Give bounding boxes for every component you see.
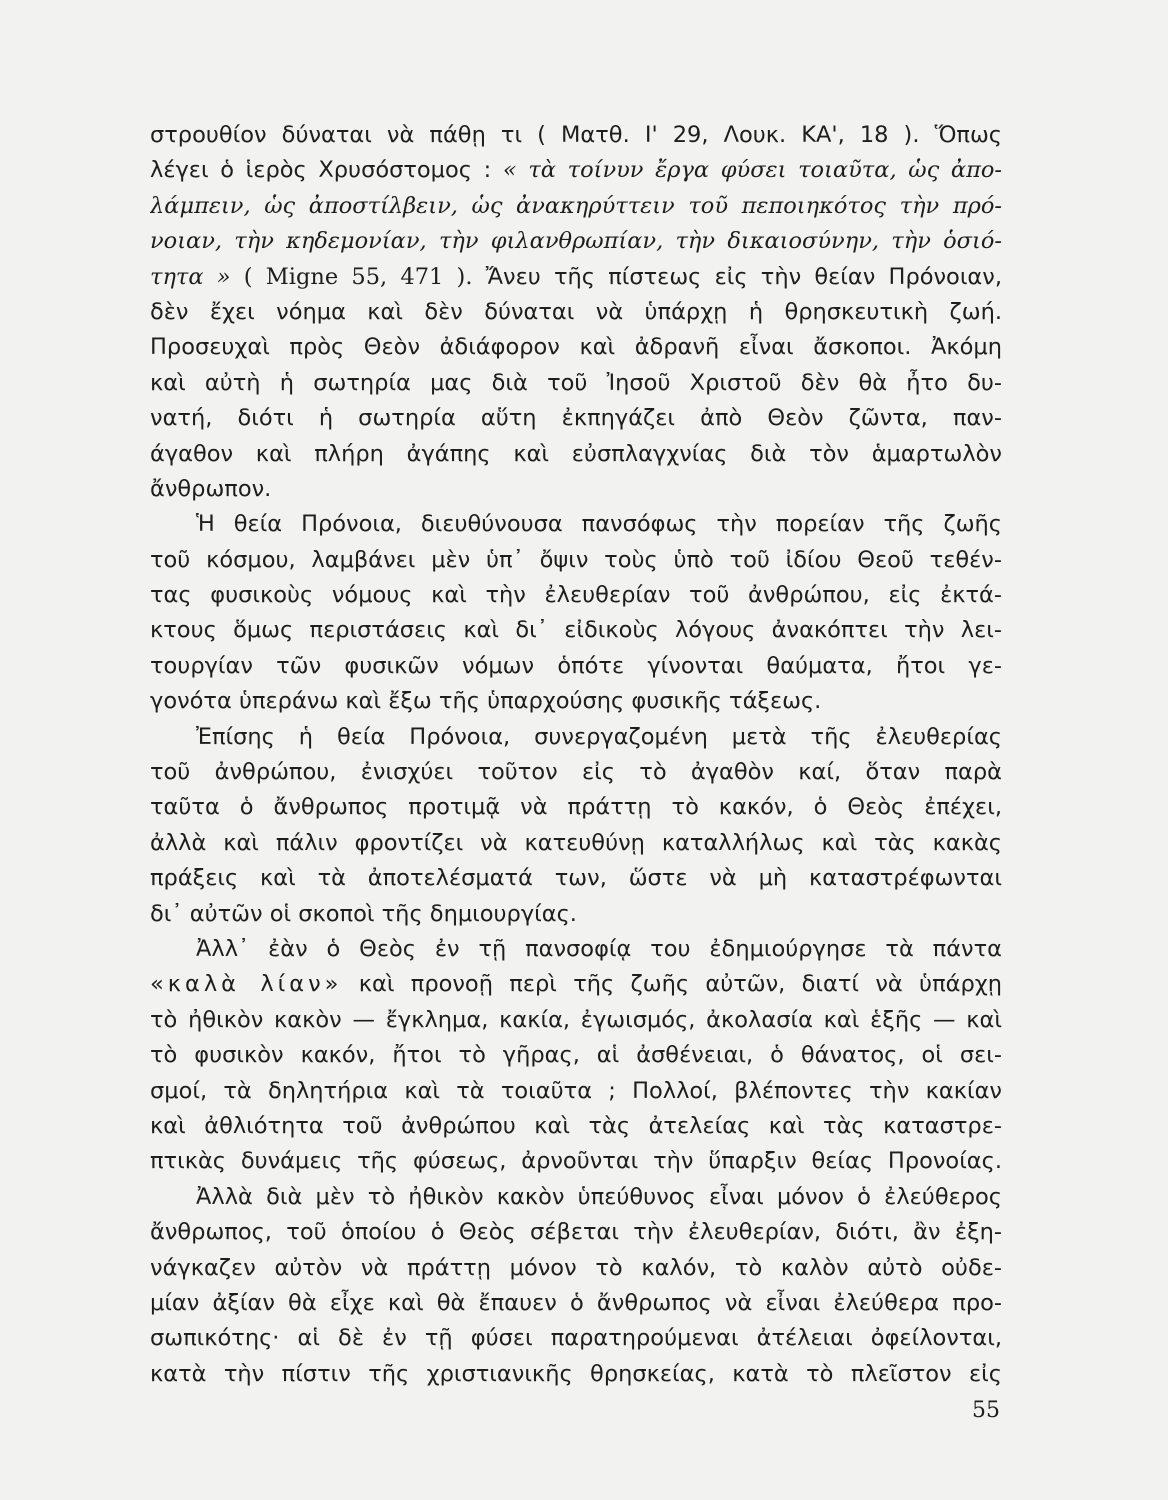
text-line: τητα » ( Migne 55, 471 ). Ἄνευ τῆς πίστεως εἰς τὴν θείαν Πρόνοιαν, <box>150 263 1002 290</box>
text-line: ἄνθρωπος, τοῦ ὁποίου ὁ Θεὸς σέβεται τὴν ἐλευθερίαν, διότι, ἂν ἐξη- <box>150 1219 1002 1246</box>
text-line: «καλὰ λίαν» καὶ προνοῇ περὶ τῆς ζωῆς αὐτῶν, διατί νὰ ὑπάρχῃ <box>150 971 1002 998</box>
text-line: νάγκαζεν αὐτὸν νὰ πράττῃ μόνον τὸ καλόν, τὸ καλὸν αὐτὸ οὐδε- <box>150 1254 1002 1281</box>
quotation: « τὰ τοίνυν ἔργα φύσει τοιαῦτα, ὡς ἀπο- <box>502 157 1002 184</box>
paragraph-start: Ἐπίσης ἡ θεία Πρόνοια, συνεργαζομένη μετὰ τῆς ἐλευθερίας <box>196 723 1002 750</box>
text-line: άγαθον καὶ πλήρη ἀγάπης καὶ εὐσπλαγχνίας διὰ τὸν ἁμαρτωλὸν <box>150 440 1002 467</box>
text-line: ἀλλὰ καὶ πάλιν φροντίζει νὰ κατευθύνῃ καταλλήλως καὶ τὰς κακὰς <box>150 829 1002 856</box>
paragraph-end: ἄνθρωπον. <box>150 475 272 502</box>
text-line: σμοί, τὰ δηλητήρια καὶ τὰ τοιαῦτα ; Πολλοί, βλέποντες τὴν κακίαν <box>150 1077 1002 1104</box>
text-line: σωπικότης· αἱ δὲ ἐν τῇ φύσει παρατηρούμεναι ἀτέλειαι ὀφείλονται, <box>150 1325 1002 1352</box>
paragraph-end: γονότα ὑπεράνω καὶ ἔξω τῆς ὑπαρχούσης φυσικῆς τάξεως. <box>150 688 822 715</box>
text-line: δὲν ἔχει νόημα καὶ δὲν δύναται νὰ ὑπάρχῃ ἡ θρησκευτικὴ ζωή. <box>150 298 1002 325</box>
spaced-quote: «καλὰ λίαν» <box>150 971 343 998</box>
quotation-line: νοιαν, τὴν κηδεμονίαν, τὴν φιλανθρωπίαν, τὴν δικαιοσύνην, τὴν ὁσιό- <box>150 228 1002 255</box>
text-line: κατὰ τὴν πίστιν τῆς χριστιανικῆς θρησκείας, κατὰ τὸ πλεῖστον εἰς <box>150 1360 1002 1387</box>
text-line: τὸ φυσικὸν κακόν, ἤτοι τὸ γῆρας, αἱ ἀσθένειαι, ὁ θάνατος, οἱ σει- <box>150 1042 1002 1069</box>
text-line: καὶ αὐτὴ ἡ σωτηρία μας διὰ τοῦ Ἰησοῦ Χριστοῦ δὲν θὰ ἦτο δυ- <box>150 369 1002 396</box>
text-line: τουργίαν τῶν φυσικῶν νόμων ὁπότε γίνονται θαύματα, ἤτοι γε- <box>150 652 1002 679</box>
text-line: πράξεις καὶ τὰ ἀποτελέσματά των, ὥστε νὰ μὴ καταστρέφωνται <box>150 865 1002 892</box>
quotation-line: λάμπειν, ὡς ἀποστίλβειν, ὡς ἀνακηρύττειν τοῦ πεποιηκότος τὴν πρό- <box>150 192 1002 219</box>
text-line: τοῦ κόσμου, λαμβάνει μὲν ὑπ᾿ ὄψιν τοὺς ὑπὸ τοῦ ἰδίου Θεοῦ τεθέν- <box>150 546 1002 573</box>
text-line: στρουθίον δύναται νὰ πάθῃ τι ( Ματθ. Ι' 29, Λουκ. ΚΑ', 18 ). Ὅπως <box>150 122 1002 148</box>
text-line: καὶ ἀθλιότητα τοῦ ἀνθρώπου καὶ τὰς ἀτελείας καὶ τὰς καταστρε- <box>150 1112 1002 1139</box>
text-line: τας φυσικοὺς νόμους καὶ τὴν ἐλευθερίαν τοῦ ἀνθρώπου, εἰς ἐκτά- <box>150 582 1002 609</box>
text-line: λέγει ὁ ἱερὸς Χρυσόστομος : « τὰ τοίνυν ἔργα φύσει τοιαῦτα, ὡς ἀπο- <box>150 157 1002 184</box>
page-number: 55 <box>972 1398 1000 1423</box>
paragraph-start: Ἀλλὰ διὰ μὲν τὸ ἠθικὸν κακὸν ὑπεύθυνος εἶναι μόνον ὁ ἐλεύθερος <box>196 1183 1002 1210</box>
paragraph-start: Ἡ θεία Πρόνοια, διευθύνουσα πανσόφως τὴν πορείαν τῆς ζωῆς <box>196 511 1002 538</box>
text-line: κτους ὅμως περιστάσεις καὶ δι᾿ εἰδικοὺς λόγους ἀνακόπτει τὴν λει- <box>150 617 1002 644</box>
paragraph-end: πτικὰς δυνάμεις τῆς φύσεως, ἀρνοῦνται τὴν ὕπαρξιν θείας Προνοίας. <box>150 1148 1002 1175</box>
text-line: Προσευχαὶ πρὸς Θεὸν ἀδιάφορον καὶ ἀδρανῆ εἶναι ἄσκοποι. Ἀκόμη <box>150 334 1002 361</box>
body-text <box>150 118 1002 1392</box>
text-line: τοῦ ἀνθρώπου, ἐνισχύει τοῦτον εἰς τὸ ἀγαθὸν καί, ὅταν παρὰ <box>150 759 1002 786</box>
text-line: νατή, διότι ἡ σωτηρία αὕτη ἐκπηγάζει ἀπὸ Θεὸν ζῶντα, παν- <box>150 405 1002 432</box>
text-line: τὸ ἠθικὸν κακὸν — ἔγκλημα, κακία, ἐγωισμός, ἀκολασία καὶ ἑξῆς — καὶ <box>150 1006 1002 1033</box>
paragraph-start: Ἀλλ᾿ ἐὰν ὁ Θεὸς ἐν τῇ πανσοφίᾳ του ἐδημιούργησε τὰ πάντα <box>196 935 1002 962</box>
quotation-end: τητα » <box>150 263 231 290</box>
paragraph-end: δι᾿ αὐτῶν οἱ σκοποὶ τῆς δημιουργίας. <box>150 900 577 927</box>
text-line: ταῦτα ὁ ἄνθρωπος προτιμᾷ νὰ πράττῃ τὸ κακόν, ὁ Θεὸς ἐπέχει, <box>150 794 1002 821</box>
citation: ( Migne 55, 471 ). <box>243 263 473 290</box>
text-line: μίαν ἀξίαν θὰ εἶχε καὶ θὰ ἔπαυεν ὁ ἄνθρωπος νὰ εἶναι ἐλεύθερα προ- <box>150 1289 1002 1316</box>
